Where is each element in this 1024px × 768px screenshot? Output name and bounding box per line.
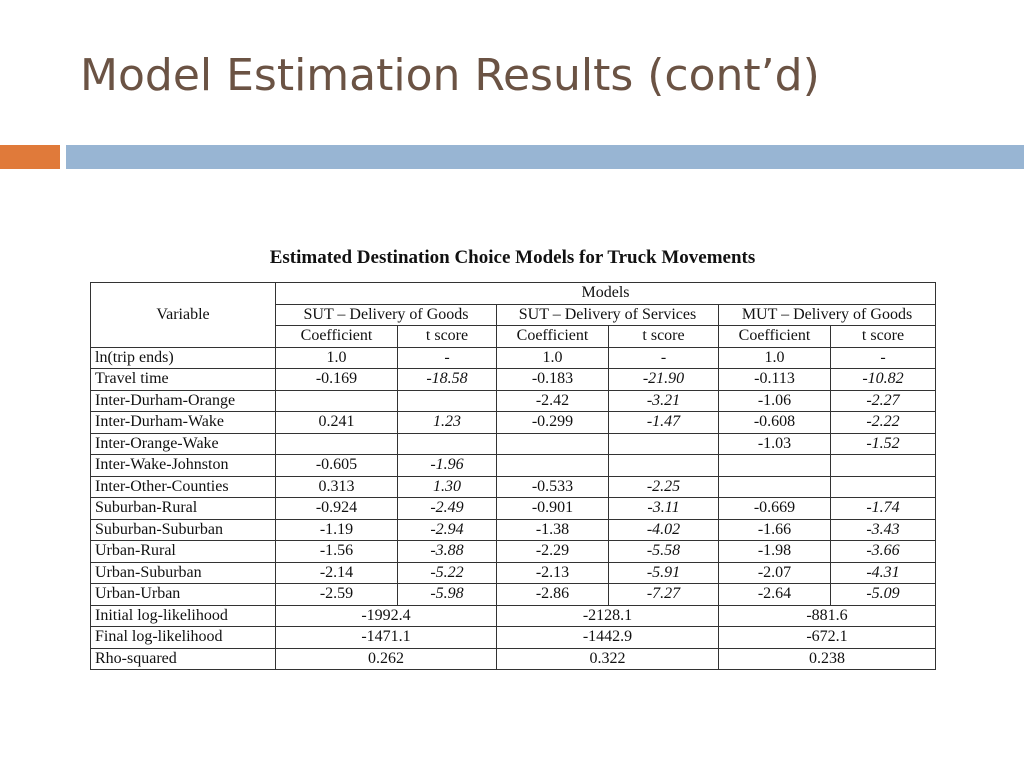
t-score-cell (831, 476, 936, 498)
table-body (91, 347, 936, 670)
model-group-header: SUT – Delivery of Goods (276, 304, 497, 326)
coefficient-cell (497, 433, 609, 455)
t-score-cell: -5.58 (609, 541, 719, 563)
coefficient-cell (276, 390, 398, 412)
table-row (91, 498, 936, 520)
variable-cell: Urban-Urban (91, 584, 276, 606)
t-score-cell: -1.96 (398, 455, 497, 477)
variable-cell: Travel time (91, 369, 276, 391)
coefficient-cell: -2.29 (497, 541, 609, 563)
summary-value-cell: -1442.9 (497, 627, 719, 649)
t-score-cell (609, 433, 719, 455)
t-score-cell: -2.22 (831, 412, 936, 434)
summary-row (91, 605, 936, 627)
coefficient-cell: -1.06 (719, 390, 831, 412)
t-score-cell: -2.94 (398, 519, 497, 541)
t-score-cell (398, 390, 497, 412)
variable-cell: Inter-Other-Counties (91, 476, 276, 498)
coefficient-cell: -0.169 (276, 369, 398, 391)
variable-cell: Urban-Suburban (91, 562, 276, 584)
summary-value-cell: -1992.4 (276, 605, 497, 627)
coefficient-cell: 1.0 (276, 347, 398, 369)
coefficient-cell: -1.98 (719, 541, 831, 563)
coefficient-cell: 0.313 (276, 476, 398, 498)
t-score-cell: -1.74 (831, 498, 936, 520)
summary-value-cell: -881.6 (719, 605, 936, 627)
variable-cell: Suburban-Suburban (91, 519, 276, 541)
accent-bar-orange (0, 145, 60, 169)
variable-cell: Inter-Durham-Orange (91, 390, 276, 412)
summary-row (91, 627, 936, 649)
table-caption: Estimated Destination Choice Models for Truck Movements (269, 247, 756, 268)
coefficient-cell: -1.66 (719, 519, 831, 541)
sub-header: t score (398, 326, 497, 348)
coefficient-cell: 1.0 (719, 347, 831, 369)
t-score-cell: -2.49 (398, 498, 497, 520)
t-score-cell: - (831, 347, 936, 369)
coefficient-cell: -0.605 (276, 455, 398, 477)
t-score-cell: -4.02 (609, 519, 719, 541)
t-score-cell: -2.27 (831, 390, 936, 412)
t-score-cell: -1.47 (609, 412, 719, 434)
variable-cell: Initial log-likelihood (91, 605, 276, 627)
t-score-cell: -10.82 (831, 369, 936, 391)
summary-value-cell: 0.262 (276, 648, 497, 670)
sub-header: t score (609, 326, 719, 348)
coefficient-cell: -2.07 (719, 562, 831, 584)
t-score-cell: -1.52 (831, 433, 936, 455)
t-score-cell (831, 455, 936, 477)
variable-cell: Inter-Orange-Wake (91, 433, 276, 455)
table-row (91, 476, 936, 498)
table-row (91, 455, 936, 477)
t-score-cell (609, 455, 719, 477)
t-score-cell: 1.30 (398, 476, 497, 498)
t-score-cell: -5.98 (398, 584, 497, 606)
accent-bar-blue (66, 145, 1024, 169)
model-group-header: MUT – Delivery of Goods (719, 304, 936, 326)
table-row (91, 369, 936, 391)
coefficient-cell: -1.38 (497, 519, 609, 541)
t-score-cell: -3.88 (398, 541, 497, 563)
coefficient-cell: 0.241 (276, 412, 398, 434)
variable-header: Variable (91, 283, 276, 348)
t-score-cell: -5.09 (831, 584, 936, 606)
t-score-cell: -18.58 (398, 369, 497, 391)
coefficient-cell: -0.901 (497, 498, 609, 520)
coefficient-cell (719, 455, 831, 477)
table-row (91, 433, 936, 455)
variable-cell: Urban-Rural (91, 541, 276, 563)
coefficient-cell (719, 476, 831, 498)
t-score-cell: -3.66 (831, 541, 936, 563)
table-row (91, 519, 936, 541)
model-group-header: SUT – Delivery of Services (497, 304, 719, 326)
summary-value-cell: -672.1 (719, 627, 936, 649)
t-score-cell: 1.23 (398, 412, 497, 434)
t-score-cell: -3.11 (609, 498, 719, 520)
coefficient-cell: -2.14 (276, 562, 398, 584)
sub-header: Coefficient (497, 326, 609, 348)
coefficient-cell: -1.56 (276, 541, 398, 563)
variable-cell: ln(trip ends) (91, 347, 276, 369)
coefficient-cell: -2.42 (497, 390, 609, 412)
coefficient-cell: -1.19 (276, 519, 398, 541)
variable-cell: Final log-likelihood (91, 627, 276, 649)
t-score-cell: -2.25 (609, 476, 719, 498)
coefficient-cell: -0.608 (719, 412, 831, 434)
coefficient-cell: -0.299 (497, 412, 609, 434)
t-score-cell: -3.21 (609, 390, 719, 412)
t-score-cell: -7.27 (609, 584, 719, 606)
coefficient-cell: -0.669 (719, 498, 831, 520)
variable-cell: Inter-Wake-Johnston (91, 455, 276, 477)
table-row (91, 562, 936, 584)
coefficient-cell: -0.924 (276, 498, 398, 520)
coefficient-cell: -1.03 (719, 433, 831, 455)
variable-cell: Suburban-Rural (91, 498, 276, 520)
coefficient-cell: -0.533 (497, 476, 609, 498)
sub-header: Coefficient (719, 326, 831, 348)
header-row-models (91, 283, 936, 305)
coefficient-cell: -2.86 (497, 584, 609, 606)
table-row (91, 390, 936, 412)
summary-value-cell: -1471.1 (276, 627, 497, 649)
t-score-cell: - (609, 347, 719, 369)
coefficient-cell: -2.13 (497, 562, 609, 584)
t-score-cell: -21.90 (609, 369, 719, 391)
table-row (91, 412, 936, 434)
coefficient-cell: -2.64 (719, 584, 831, 606)
coefficient-cell (276, 433, 398, 455)
t-score-cell: -5.22 (398, 562, 497, 584)
results-table (90, 282, 936, 670)
models-header: Models (276, 283, 936, 305)
table-row (91, 347, 936, 369)
coefficient-cell: -2.59 (276, 584, 398, 606)
summary-row (91, 648, 936, 670)
summary-value-cell: 0.322 (497, 648, 719, 670)
coefficient-cell (497, 455, 609, 477)
summary-value-cell: -2128.1 (497, 605, 719, 627)
slide-title: Model Estimation Results (cont’d) (80, 50, 820, 101)
table-row (91, 584, 936, 606)
summary-value-cell: 0.238 (719, 648, 936, 670)
variable-cell: Rho-squared (91, 648, 276, 670)
t-score-cell (398, 433, 497, 455)
coefficient-cell: 1.0 (497, 347, 609, 369)
sub-header: Coefficient (276, 326, 398, 348)
t-score-cell: - (398, 347, 497, 369)
table-row (91, 541, 936, 563)
variable-cell: Inter-Durham-Wake (91, 412, 276, 434)
t-score-cell: -4.31 (831, 562, 936, 584)
sub-header: t score (831, 326, 936, 348)
coefficient-cell: -0.113 (719, 369, 831, 391)
t-score-cell: -5.91 (609, 562, 719, 584)
t-score-cell: -3.43 (831, 519, 936, 541)
coefficient-cell: -0.183 (497, 369, 609, 391)
